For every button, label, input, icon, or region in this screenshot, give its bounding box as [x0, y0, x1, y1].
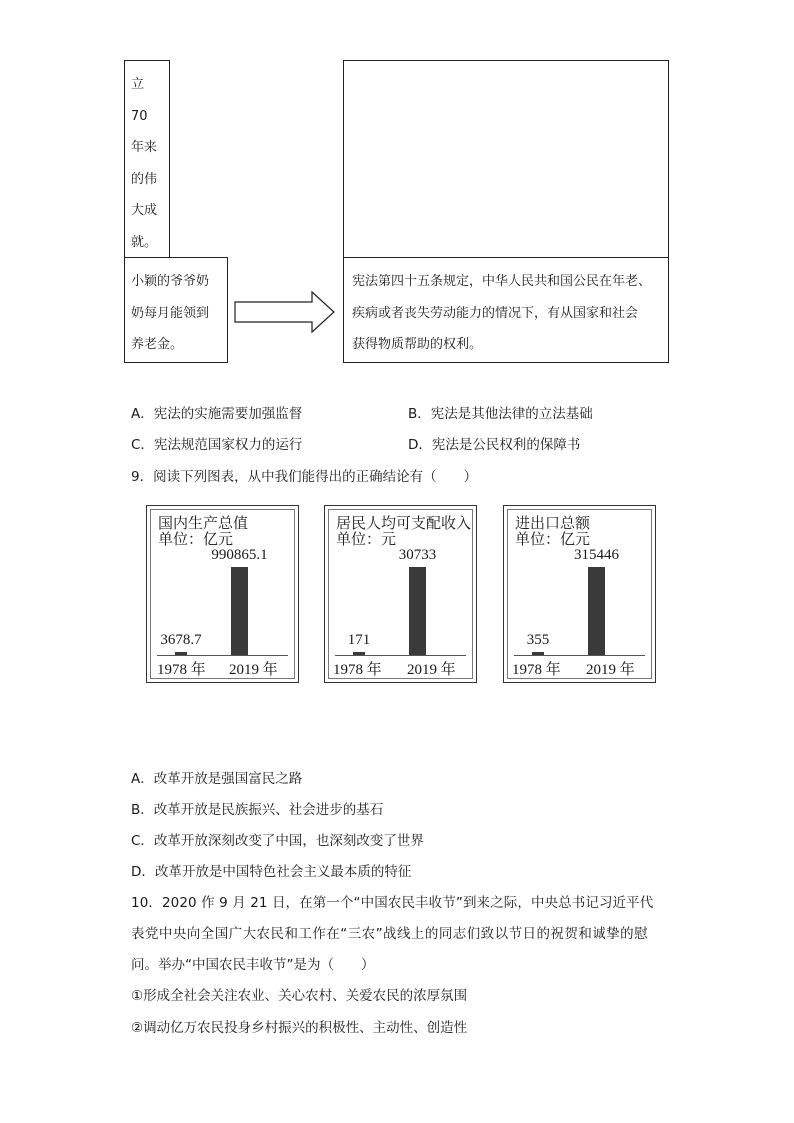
chart-unit: 单位：亿元: [158, 532, 234, 548]
income-chart: [324, 505, 477, 683]
value-label-2019: 990865.1: [211, 547, 268, 563]
achievement-line: 70: [131, 108, 148, 124]
constitution-article-line: 获得物质帮助的权利。: [352, 337, 483, 352]
achievement-line: 立: [131, 77, 145, 92]
q8-option-d: D．宪法是公民权利的保障书: [408, 437, 581, 453]
value-label-2019: 30733: [398, 547, 437, 563]
category-label-1978: 1978 年: [512, 662, 561, 678]
achievement-column-text: [131, 69, 157, 258]
value-label-1978: 3678.7: [160, 632, 202, 648]
q9-option-c: C．改革开放深刻改变了中国，也深刻改变了世界: [131, 833, 424, 849]
pension-case-line: 奶每月能领到: [131, 305, 210, 321]
q9-option-a: A．改革开放是强国富民之路: [131, 771, 303, 787]
q10-item-2: ②调动亿万农民投身乡村振兴的积极性、主动性、创造性: [131, 1020, 468, 1036]
bar-1978: [353, 652, 365, 655]
chart-baseline: [157, 655, 288, 656]
category-label-1978: 1978 年: [333, 662, 382, 678]
chart-title: 国内生产总值: [158, 516, 249, 532]
q10-stem-line: 表党中央向全国广大农民和工作在“三农”战线上的同志们致以节日的祝贺和诚挚的慰: [131, 926, 649, 942]
category-label-2019: 2019 年: [407, 662, 456, 678]
achievement-line: 就。: [131, 234, 158, 250]
achievement-line: 的伟: [131, 171, 158, 187]
q8-option-c: C．宪法规范国家权力的运行: [131, 437, 303, 453]
q9-option-b: B．改革开放是民族振兴、社会进步的基石: [131, 802, 384, 818]
chart-unit: 单位：亿元: [515, 532, 591, 548]
q8-option-b: B．宪法是其他法律的立法基础: [408, 406, 593, 422]
bar-1978: [532, 652, 544, 655]
chart-title: 居民人均可支配收入: [336, 516, 472, 532]
right-arrow-icon: [234, 290, 336, 334]
value-label-1978: 171: [347, 632, 371, 648]
achievement-line: 年来: [131, 140, 158, 155]
category-label-2019: 2019 年: [229, 662, 278, 678]
value-label-1978: 355: [526, 632, 550, 648]
achievement-column-box: [124, 60, 170, 258]
bar-2019: [409, 567, 426, 655]
chart-unit: 单位：元: [336, 532, 397, 548]
achievement-line: 大成: [131, 203, 158, 218]
bar-2019: [231, 567, 248, 655]
trade-chart: [503, 505, 656, 683]
q9-option-d: D．改革开放是中国特色社会主义最本质的特征: [131, 864, 412, 880]
category-label-1978: 1978 年: [157, 662, 206, 678]
gdp-chart: [146, 505, 299, 683]
chart-title: 进出口总额: [515, 516, 591, 532]
constitution-article-box: [343, 257, 669, 363]
pension-case-line: 小颖的爷爷奶: [131, 274, 210, 289]
value-label-2019: 315446: [574, 547, 619, 563]
pension-case-line: 养老金。: [131, 337, 184, 352]
chart-baseline: [514, 655, 645, 656]
q8-option-a: A．宪法的实施需要加强监督: [131, 406, 303, 422]
constitution-article-line: 疾病或者丧失劳动能力的情况下，有从国家和社会: [352, 305, 639, 321]
chart-baseline: [335, 655, 466, 656]
bar-1978: [175, 652, 187, 655]
pension-case-box: [124, 257, 228, 363]
category-label-2019: 2019 年: [586, 662, 635, 678]
bar-2019: [588, 567, 605, 655]
q10-stem-line: 10．2020 作 9 月 21 日，在第一个“中国农民丰收节”到来之际，中央总书记习近平代: [131, 895, 654, 911]
constitution-article-line: 宪法第四十五条规定，中华人民共和国公民在年老、: [352, 274, 652, 289]
q10-stem-line: 问。举办“中国农民丰收节”是为（ ）: [131, 957, 375, 973]
q9-stem: 9．阅读下列图表，从中我们能得出的正确结论有（ ）: [131, 469, 478, 485]
q10-item-1: ①形成全社会关注农业、关心农村、关爱农民的浓厚氛围: [131, 988, 468, 1004]
blank-answer-box: [343, 60, 669, 258]
